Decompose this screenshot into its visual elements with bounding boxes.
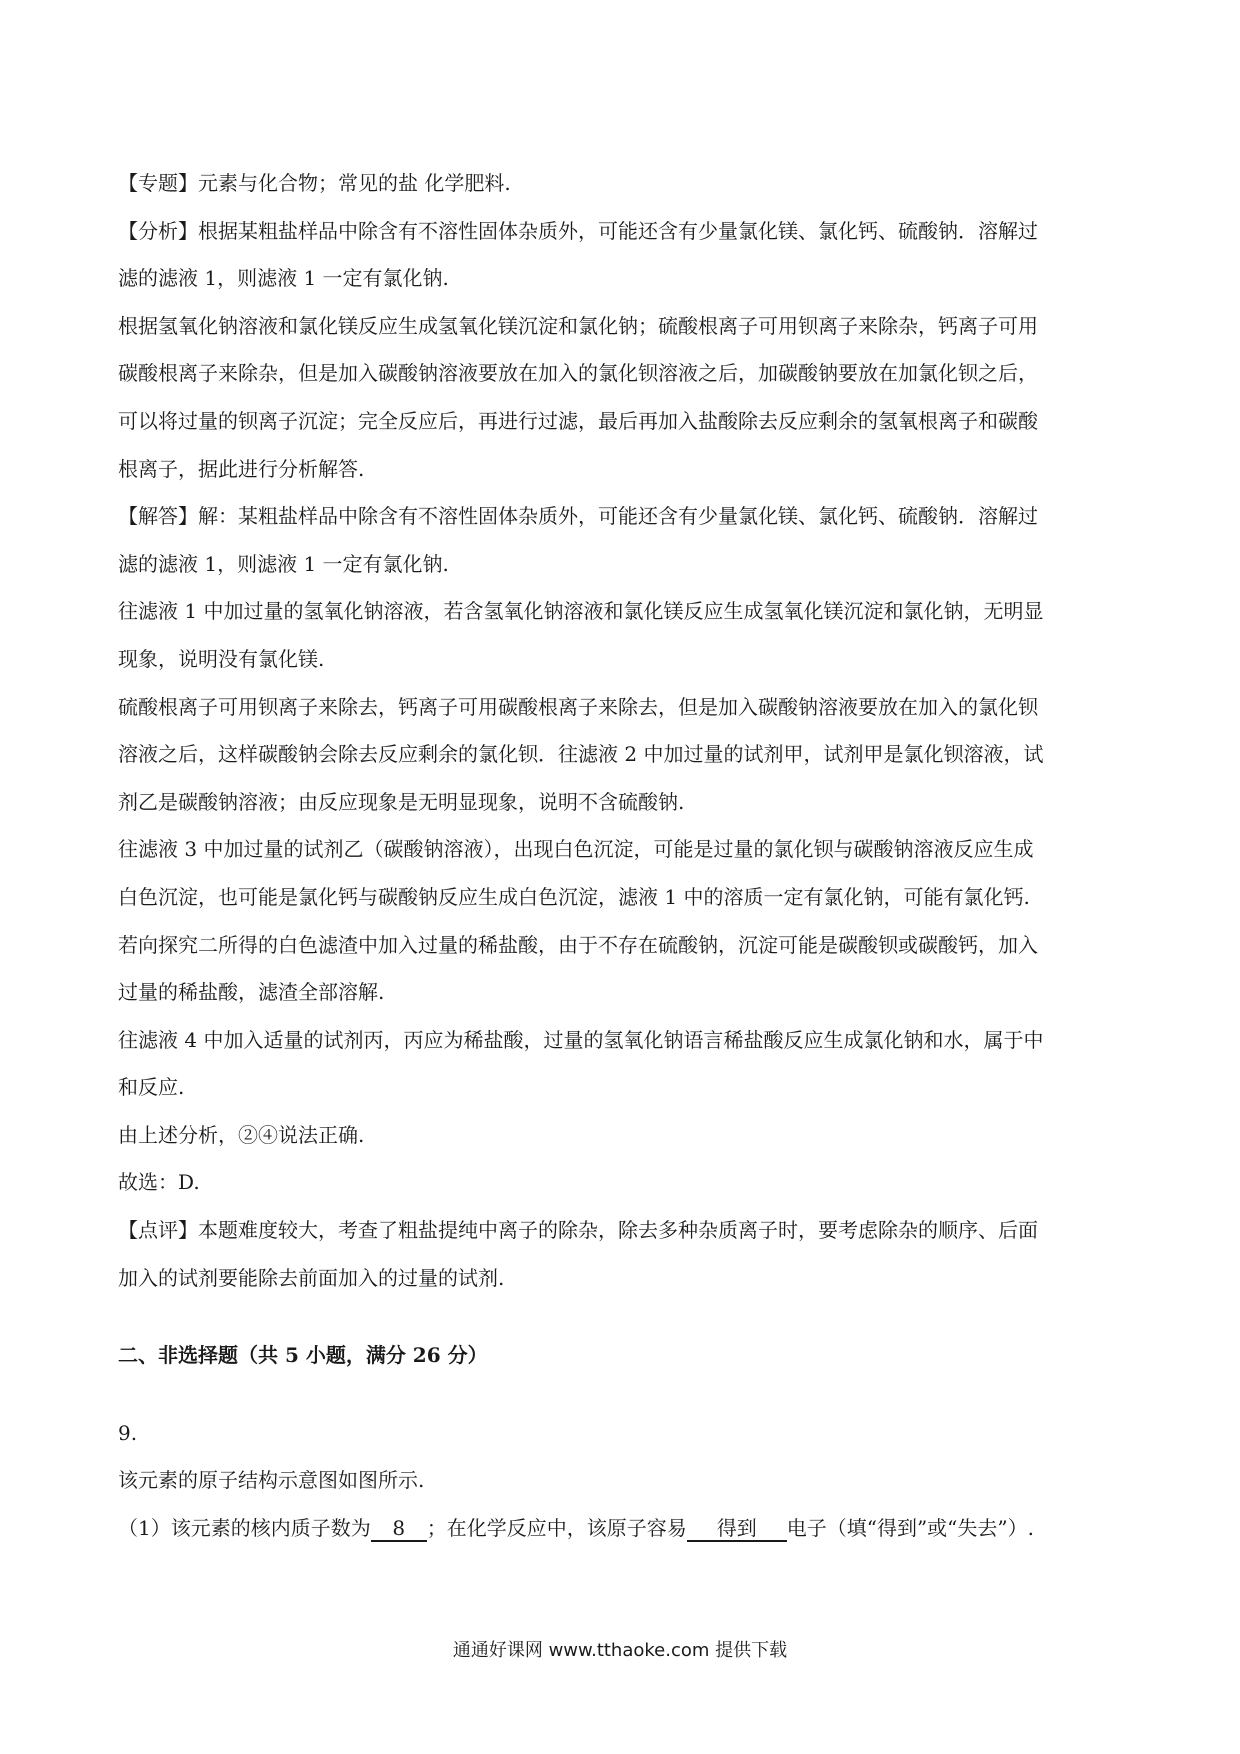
- spacer: [118, 1302, 1128, 1332]
- topic-line: 【专题】元素与化合物；常见的盐 化学肥料.: [118, 171, 511, 195]
- analysis-line: 根离子，据此进行分析解答.: [118, 456, 365, 481]
- solution-line: 过量的稀盐酸，滤渣全部溶解.: [118, 980, 385, 1005]
- answer-choice-line: 故选：D.: [118, 1170, 200, 1195]
- solution-line: 往滤液 3 中加过量的试剂乙（碳酸钠溶液），出现白色沉淀，可能是过量的氯化钡与碳酸钠溶液反应生成: [118, 837, 1034, 862]
- answer-explanation: [118, 160, 1128, 1553]
- solution-line: 滤的滤液 1，则滤液 1 一定有氯化钠.: [118, 551, 449, 576]
- page-footer: 通通好课网 www.tthaoke.com 提供下载: [452, 1640, 788, 1661]
- analysis-line: 根据氢氧化钠溶液和氯化镁反应生成氢氧化镁沉淀和氯化钠；硫酸根离子可用钡离子来除杂，钙离子可用: [118, 313, 1038, 338]
- solution-line: 【解答】解：某粗盐样品中除含有不溶性固体杂质外，可能还含有少量氯化镁、氯化钙、硫酸钠．溶解过: [118, 504, 1038, 529]
- answer-blank-gain-lose: 得到: [687, 1516, 787, 1542]
- part-1-suffix: 电子（填“得到”或“失去”）.: [786, 1516, 1034, 1541]
- solution-line: 往滤液 4 中加入适量的试剂丙，丙应为稀盐酸，过量的氢氧化钠语言稀盐酸反应生成氯化钠和水，属于中: [118, 1027, 1044, 1052]
- analysis-line: 【分析】根据某粗盐样品中除含有不溶性固体杂质外，可能还含有少量氯化镁、氯化钙、硫酸钠．溶解过: [118, 218, 1038, 243]
- question-stem: 该元素的原子结构示意图如图所示.: [118, 1468, 425, 1493]
- solution-line: 溶液之后，这样碳酸钠会除去反应剩余的氯化钡．往滤液 2 中加过量的试剂甲，试剂甲是氯化钡溶液，试: [118, 742, 1044, 767]
- solution-line: 白色沉淀，也可能是氯化钙与碳酸钠反应生成白色沉淀，滤液 1 中的溶质一定有氯化钠，可能有氯化钙.: [118, 884, 1030, 909]
- analysis-line: 可以将过量的钡离子沉淀；完全反应后，再进行过滤，最后再加入盐酸除去反应剩余的氢氧根离子和碳酸: [118, 408, 1038, 433]
- part-1-prefix: （1）该元素的核内质子数为: [118, 1516, 371, 1541]
- question-number: 9.: [118, 1420, 138, 1445]
- solution-line: 由上述分析，②④说法正确.: [118, 1122, 365, 1147]
- solution-line: 若向探究二所得的白色滤渣中加入过量的稀盐酸，由于不存在硫酸钠，沉淀可能是碳酸钡或碳酸钙，加入: [118, 932, 1038, 957]
- comment-line: 加入的试剂要能除去前面加入的过量的试剂.: [118, 1265, 505, 1290]
- section-title: 二、非选择题（共 5 小题，满分 26 分）: [118, 1343, 488, 1368]
- analysis-line: 碳酸根离子来除杂，但是加入碳酸钠溶液要放在加入的氯化钡溶液之后，加碳酸钠要放在加氯化钡之后，: [118, 361, 1038, 386]
- question-part-1: [118, 1505, 1128, 1553]
- part-1-middle: ；在化学反应中，该原子容易: [426, 1516, 687, 1541]
- solution-line: 硫酸根离子可用钡离子来除去，钙离子可用碳酸根离子来除去，但是加入碳酸钠溶液要放在加入的氯化钡: [118, 694, 1038, 719]
- comment-line: 【点评】本题难度较大，考查了粗盐提纯中离子的除杂，除去多种杂质离子时，要考虑除杂的顺序、后面: [118, 1218, 1038, 1243]
- answer-blank-proton-count: 8: [371, 1516, 427, 1542]
- solution-line: 现象，说明没有氯化镁.: [118, 646, 325, 671]
- solution-line: 往滤液 1 中加过量的氢氧化钠溶液，若含氢氧化钠溶液和氯化镁反应生成氢氧化镁沉淀和氯化钠，无明显: [118, 599, 1044, 624]
- solution-line: 和反应.: [118, 1075, 185, 1100]
- analysis-line: 滤的滤液 1，则滤液 1 一定有氯化钠.: [118, 266, 449, 291]
- spacer: [118, 1380, 1128, 1410]
- solution-line: 剂乙是碳酸钠溶液；由反应现象是无明显现象，说明不含硫酸钠.: [118, 789, 685, 814]
